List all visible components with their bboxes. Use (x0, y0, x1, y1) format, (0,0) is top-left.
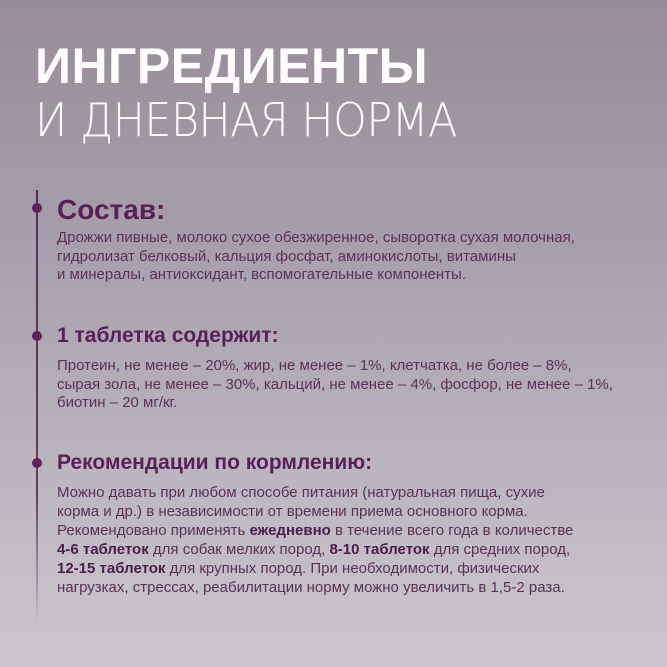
section-heading: Рекомендации по кормлению: (57, 451, 373, 474)
emphasis-large-dose: 12-15 таблеток (57, 560, 166, 577)
section-composition (57, 193, 637, 285)
emphasis-medium-dose: 8-10 таблеток (329, 541, 430, 558)
bullet-dot-icon (32, 331, 42, 341)
section-heading: Состав: (57, 194, 166, 225)
emphasis-small-dose: 4-6 таблеток (57, 541, 149, 558)
bullet-dot-icon (32, 458, 42, 468)
tablet-contents-text: Протеин, не менее – 20%, жир, не менее – 1%, клетчатка, не более – 8%, сырая зола, не менее – 30%, кальций, не менее – 4%, фосфор, не менее – 1%, биотин – 20 мг/кг. (57, 357, 613, 411)
emphasis-daily: ежедневно (249, 522, 331, 539)
section-feeding-recommendations (57, 449, 637, 597)
section-tablet-contents (57, 322, 637, 413)
section-heading: 1 таблетка содержит: (57, 324, 279, 347)
composition-text: Дрожжи пивные, молоко сухое обезжиренное, сыворотка сухая молочная, гидролизат белковый, кальция фосфат, аминокислоты, витамины и минералы, антиоксидант, вспомогательные компоненты. (57, 229, 575, 283)
title-ingredients: ИНГРЕДИЕНТЫ (35, 38, 429, 94)
timeline-line (36, 190, 38, 625)
title-daily-norm: И ДНЕВНАЯ НОРМА (35, 93, 457, 147)
page-title (35, 38, 489, 146)
bullet-dot-icon (32, 203, 42, 213)
feeding-text: Можно давать при любом способе питания (натуральная пища, сухие корма и др.) в независимости от времени приема основного корма. Рекомендовано применять ежедневно в течение всего года в количестве 4-6 таблеток для собак мелких пород, 8-10 таблеток для средних пород, 12-15 таблеток для крупных пород. При необходимости, физических нагрузках, стрессах, реабилитации норму можно увеличить в 1,5-2 раза. (57, 484, 574, 596)
